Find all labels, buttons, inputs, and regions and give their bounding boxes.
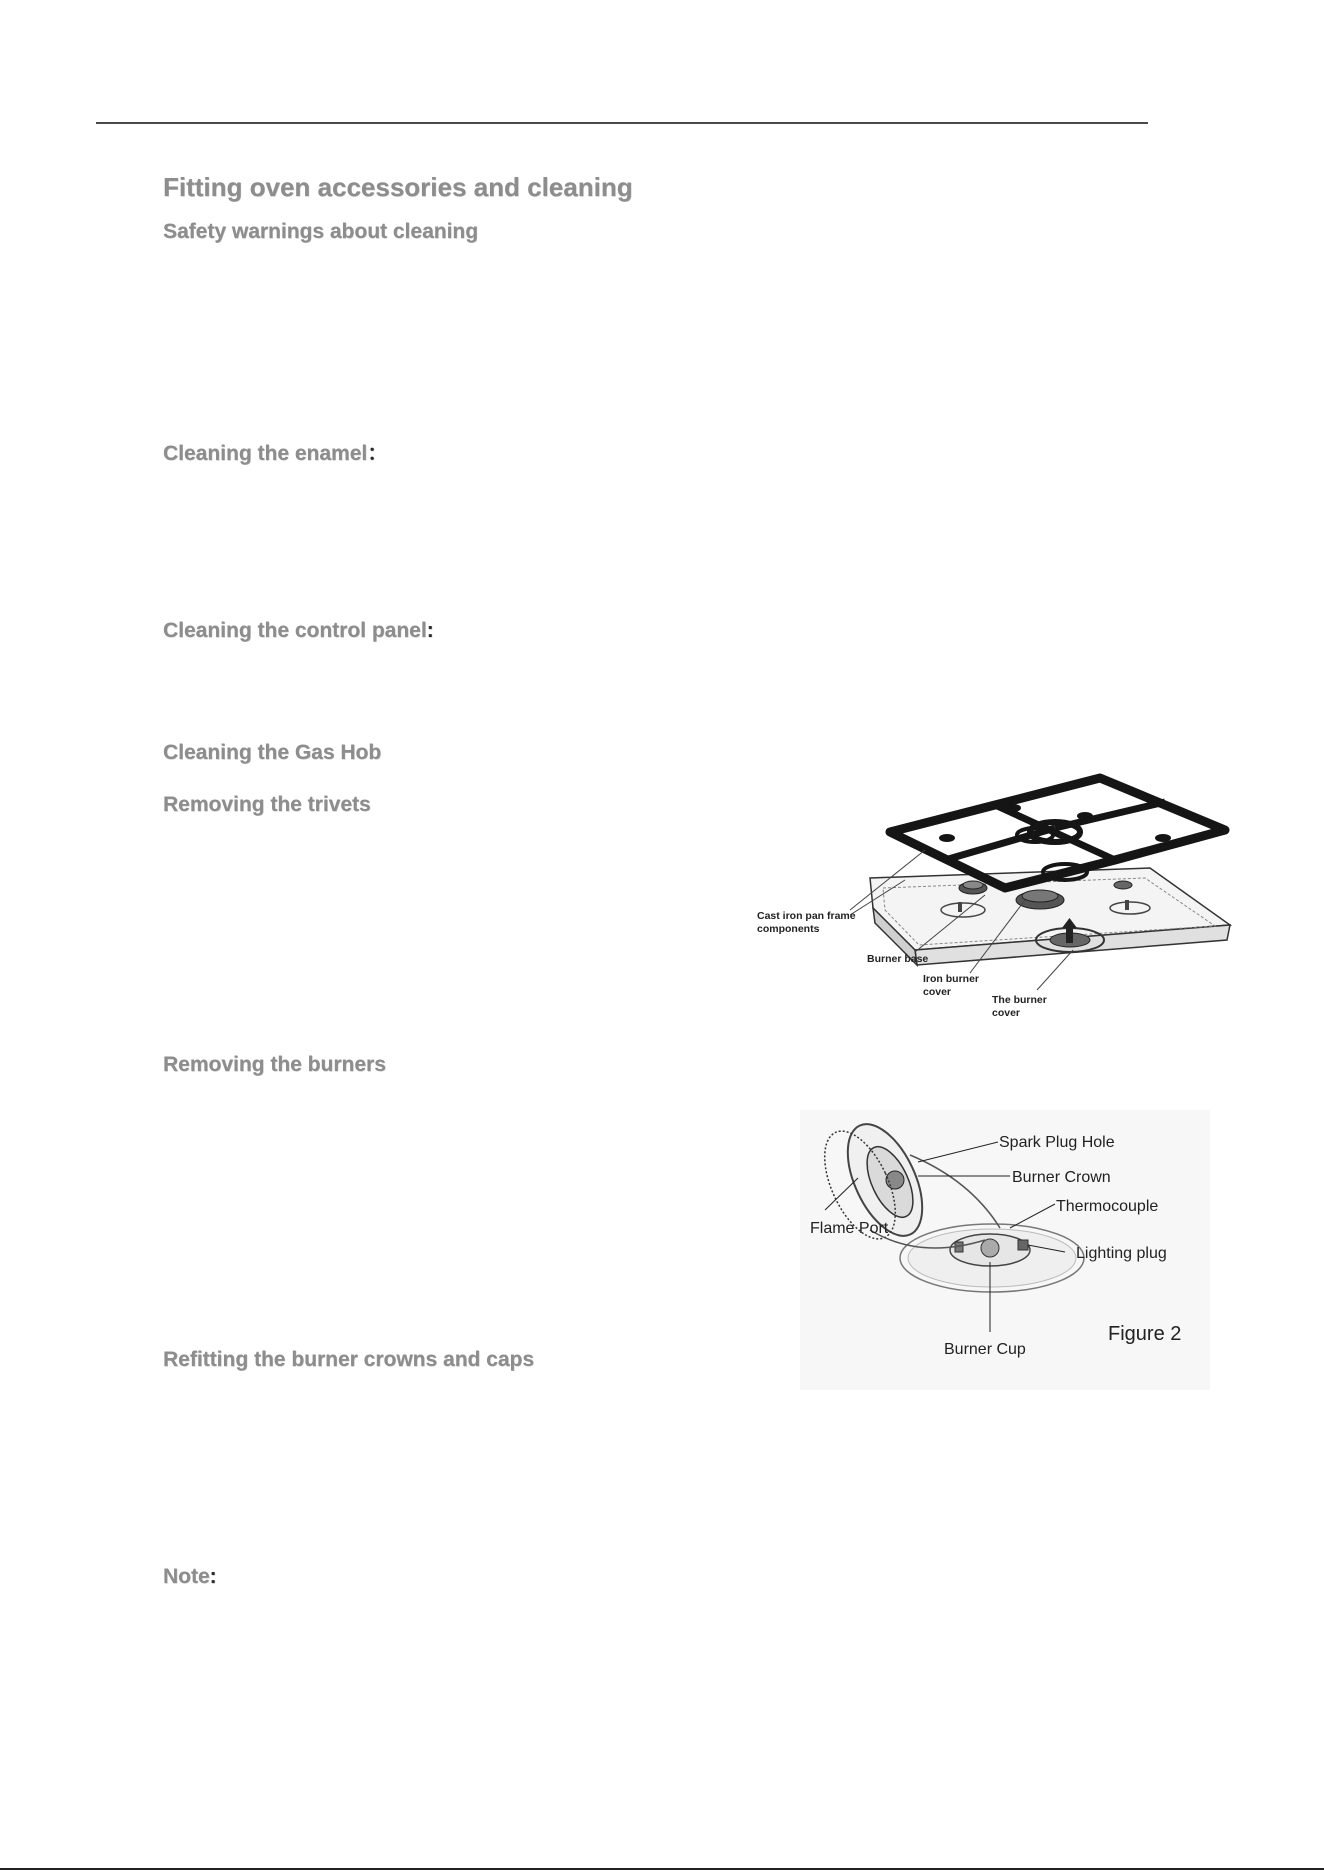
label-cast-iron-pan-frame: Cast iron pan frame [757, 910, 856, 922]
label-iron-burner-cover-1: Iron burner [923, 973, 980, 985]
label-burner-base: Burner base [867, 953, 929, 965]
cast-iron-trivets [890, 778, 1225, 888]
footer-rule [0, 1868, 1324, 1870]
label-thermocouple: Thermocouple [1056, 1198, 1159, 1215]
heading-cleaning-gas-hob: Cleaning the Gas Hob [163, 741, 382, 764]
header-rule [96, 122, 1148, 124]
label-cast-iron-components: components [757, 923, 820, 935]
label-flame-port: Flame Port [810, 1220, 889, 1237]
hob-exploded-diagram [755, 760, 1235, 1030]
heading-cleaning-control-panel: Cleaning the control panel: [163, 619, 434, 642]
heading-refitting-crowns: Refitting the burner crowns and caps [163, 1348, 535, 1371]
label-spark-plug-hole: Spark Plug Hole [999, 1134, 1115, 1151]
heading-removing-burners: Removing the burners [163, 1053, 386, 1076]
label-lighting-plug: Lighting plug [1076, 1245, 1167, 1262]
heading-removing-trivets: Removing the trivets [163, 793, 371, 816]
burner-components-diagram [800, 1110, 1210, 1390]
heading-cleaning-enamel: Cleaning the enamel： [163, 442, 389, 465]
label-burner-cover-2: cover [992, 1007, 1021, 1019]
section-title: Fitting oven accessories and cleaning [163, 172, 633, 202]
label-burner-cover-1: The burner [992, 994, 1047, 1006]
heading-safety-warnings: Safety warnings about cleaning [163, 220, 479, 243]
label-burner-cup: Burner Cup [944, 1341, 1026, 1358]
heading-note: Note: [163, 1565, 217, 1588]
label-iron-burner-cover-2: cover [923, 986, 952, 998]
label-burner-crown: Burner Crown [1012, 1169, 1111, 1186]
figure2-caption: Figure 2 [1108, 1323, 1182, 1345]
burner-cup-shape [900, 1224, 1084, 1292]
